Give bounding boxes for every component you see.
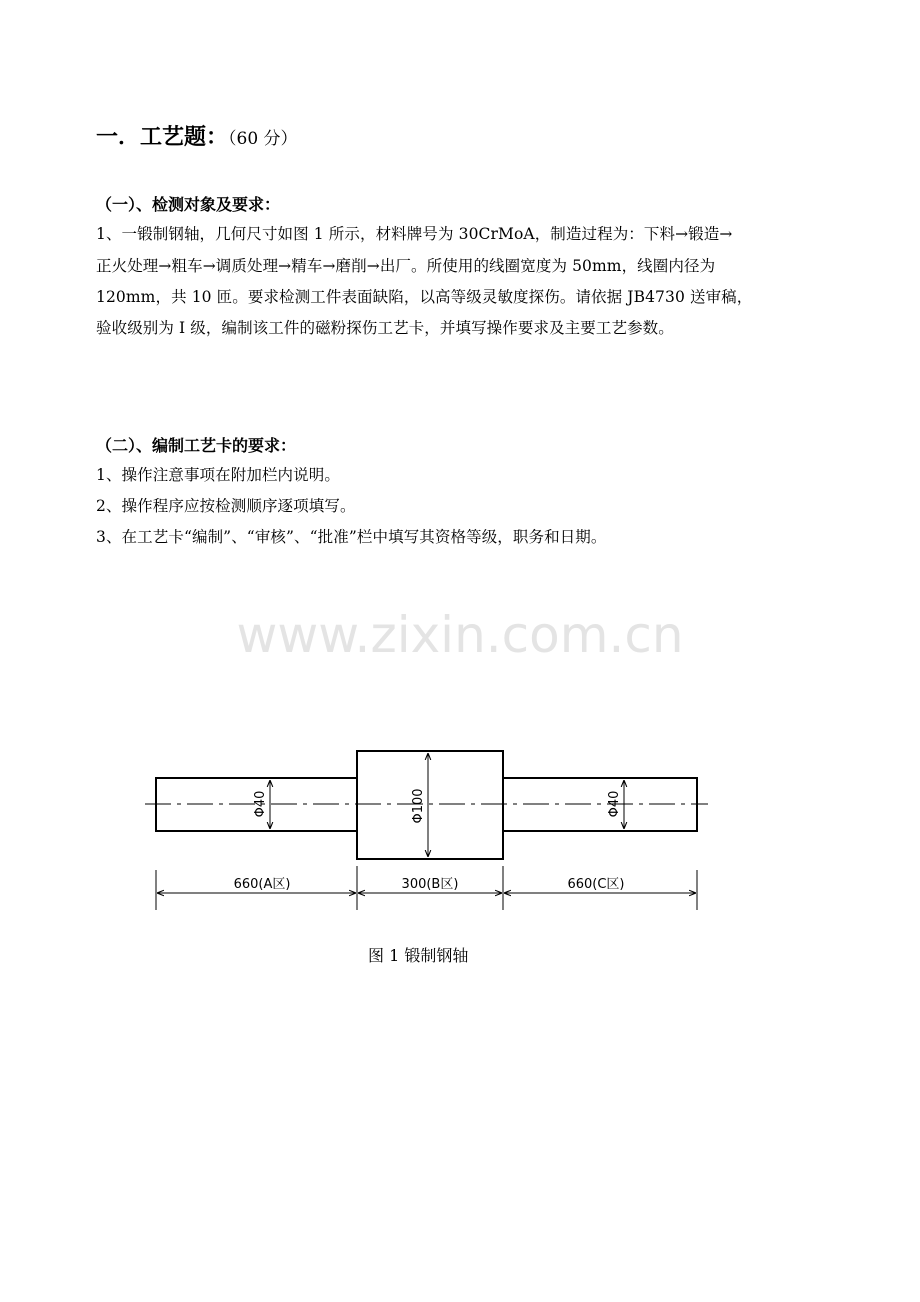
section2-item: 2、操作程序应按检测顺序逐项填写。	[96, 497, 356, 515]
section2-item: 3、在工艺卡“编制”、“审核”、“批准”栏中填写其资格等级，职务和日期。	[96, 528, 607, 546]
center-diameter-label: Φ100	[411, 788, 426, 824]
left-diameter-label: Φ40	[253, 790, 268, 818]
zone-c-label: 660(C区)	[567, 877, 625, 892]
section1-line: 验收级别为 I 级，编制该工件的磁粉探伤工艺卡，并填写操作要求及主要工艺参数。	[96, 319, 674, 337]
title-text: 一．工艺题：	[96, 125, 229, 150]
section2-heading: （二）、编制工艺卡的要求：	[96, 436, 297, 455]
figure-caption: 图 1 锻制钢轴	[368, 946, 469, 965]
section1-line: 1、一锻制钢轴，几何尺寸如图 1 所示，材料牌号为 30CrMoA，制造过程为：下料→锻造→	[96, 225, 733, 243]
zone-b-label: 300(B区)	[401, 877, 459, 892]
section1-line: 120mm，共 10 匝。要求检测工件表面缺陷，以高等级灵敏度探伤。请依据 JB4730 送审稿，	[96, 288, 753, 306]
section1-heading: （一）、检测对象及要求：	[96, 195, 281, 214]
title-score: （60 分）	[228, 129, 298, 149]
section1-line: 正火处理→粗车→调质处理→精车→磨削→出厂。所使用的线圈宽度为 50mm，线圈内径为	[96, 257, 716, 275]
section2-item: 1、操作注意事项在附加栏内说明。	[96, 466, 340, 484]
right-diameter-label: Φ40	[607, 790, 622, 818]
zone-a-label: 660(A区)	[233, 877, 291, 892]
center-section	[357, 751, 503, 859]
watermark: www.zixin.com.cn	[236, 606, 684, 664]
